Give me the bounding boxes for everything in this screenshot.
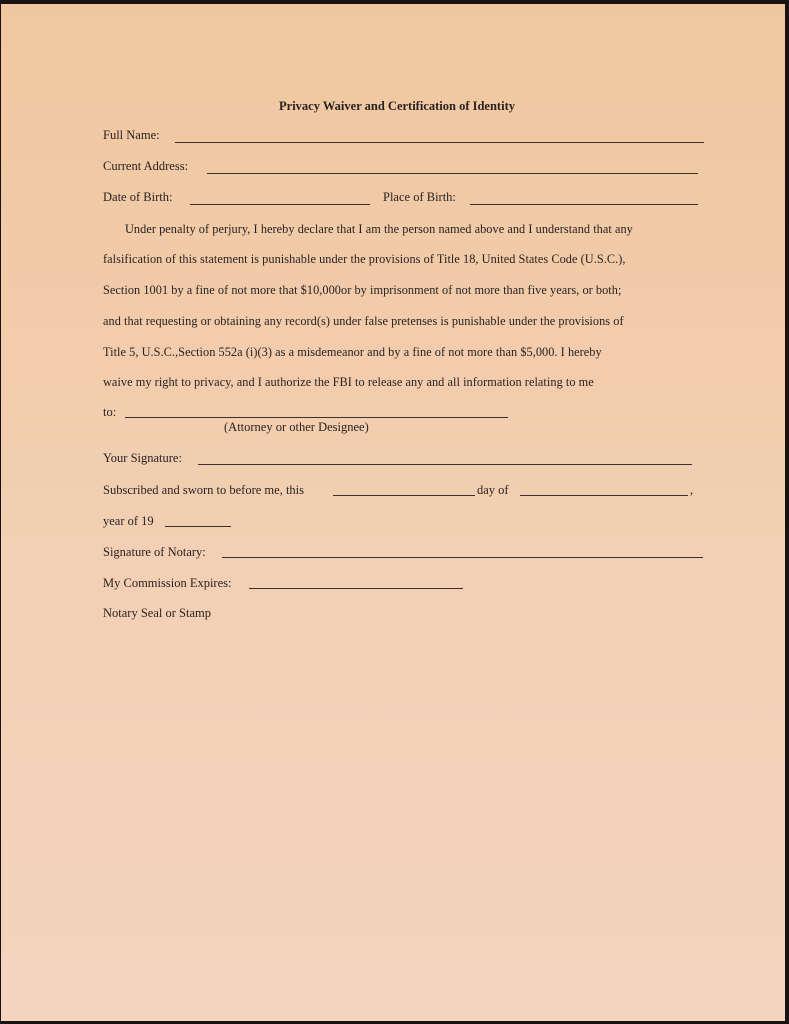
- sworn-day-field[interactable]: [333, 495, 475, 496]
- designee-caption: (Attorney or other Designee): [224, 420, 369, 434]
- full-name-field[interactable]: [175, 142, 704, 143]
- declaration-line: and that requesting or obtaining any record(s) under false pretenses is punishable under the provisions of: [103, 314, 624, 328]
- sworn-prefix: Subscribed and sworn to before me, this: [103, 483, 305, 497]
- year-field[interactable]: [165, 526, 231, 527]
- full-name-label: Full Name:: [103, 128, 160, 142]
- date-of-birth-label: Date of Birth:: [103, 190, 173, 204]
- document-page: [1, 4, 785, 1021]
- sworn-month-field[interactable]: [520, 495, 688, 496]
- notary-signature-field[interactable]: [222, 557, 703, 558]
- document-title: Privacy Waiver and Certification of Identity: [279, 99, 515, 113]
- declaration-line: Section 1001 by a fine of not more that $10,000or by imprisonment of not more than five years, or both;: [103, 283, 622, 297]
- current-address-field[interactable]: [207, 173, 698, 174]
- place-of-birth-field[interactable]: [470, 204, 698, 205]
- notary-seal-label: Notary Seal or Stamp: [103, 606, 211, 620]
- your-signature-label: Your Signature:: [103, 451, 182, 465]
- declaration-line: waive my right to privacy, and I authorize the FBI to release any and all information relating to me: [103, 375, 594, 389]
- place-of-birth-label: Place of Birth:: [383, 190, 456, 204]
- commission-expires-label: My Commission Expires:: [103, 576, 232, 590]
- commission-expires-field[interactable]: [249, 588, 463, 589]
- current-address-label: Current Address:: [103, 159, 189, 173]
- date-of-birth-field[interactable]: [190, 204, 370, 205]
- year-prefix: year of 19: [103, 514, 154, 528]
- declaration-line: falsification of this statement is punishable under the provisions of Title 18, United States Code (U.S.C.),: [103, 252, 626, 266]
- declaration-line: Title 5, U.S.C.,Section 552a (i)(3) as a misdemeanor and by a fine of not more than $5,000. I hereby: [103, 345, 602, 359]
- designee-label: to:: [103, 405, 117, 419]
- sworn-day-of: day of: [477, 483, 509, 497]
- sworn-comma: ,: [690, 483, 694, 497]
- your-signature-field[interactable]: [198, 464, 692, 465]
- designee-field[interactable]: [125, 417, 508, 418]
- declaration-line: Under penalty of perjury, I hereby declare that I am the person named above and I understand that any: [125, 222, 633, 236]
- notary-signature-label: Signature of Notary:: [103, 545, 206, 559]
